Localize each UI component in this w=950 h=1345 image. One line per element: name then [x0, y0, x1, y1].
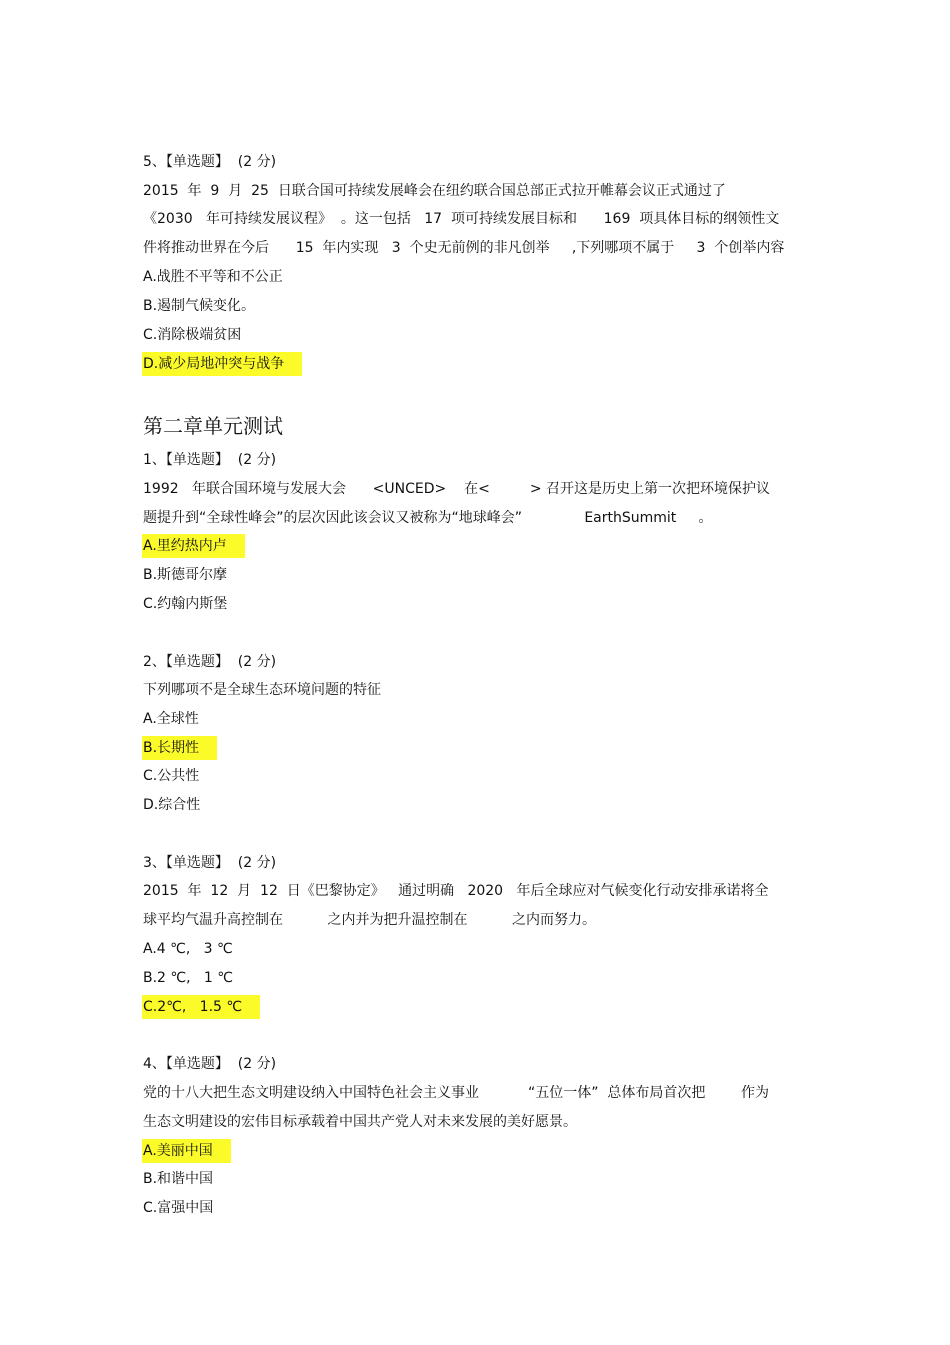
question-stem: 党的十八大把生态文明建设纳入中国特色社会主义事业 “五位一体” 总体布局首次把 作为	[143, 1085, 769, 1101]
option-c-answer	[143, 997, 260, 1017]
option-b: B.2 ℃, 1 ℃	[143, 970, 234, 986]
question-header: 3、【单选题】 (2 分)	[143, 855, 277, 871]
option-d: D.综合性	[143, 797, 201, 813]
option-d-answer	[143, 354, 302, 374]
option-c: C.富强中国	[143, 1200, 214, 1216]
chapter-title: 第二章单元测试	[143, 414, 283, 438]
question-stem: 题提升到“全球性峰会”的层次因此该会议又被称为“地球峰会” EarthSummit 。	[143, 510, 713, 526]
question-stem: 件将推动世界在今后 15 年内实现 3 个史无前例的非凡创举 ,下列哪项不属于 3 个创举内容	[143, 240, 785, 256]
option-a: A.全球性	[143, 711, 199, 727]
option-b: B.遏制气候变化。	[143, 298, 256, 314]
question-header: 2、【单选题】 (2 分)	[143, 654, 277, 670]
answer-highlight: C.2℃, 1.5 ℃	[142, 995, 260, 1019]
option-b-answer	[143, 738, 217, 758]
answer-highlight: A.美丽中国	[142, 1139, 231, 1163]
question-header: 4、【单选题】 (2 分)	[143, 1056, 277, 1072]
question-stem: 1992 年联合国环境与发展大会 <UNCED> 在< > 召开这是历史上第一次把环境保护议	[143, 481, 771, 497]
option-a-answer	[143, 1141, 231, 1161]
question-stem: 2015 年 9 月 25 日联合国可持续发展峰会在纽约联合国总部正式拉开帷幕会议正式通过了	[143, 183, 726, 199]
question-stem: 下列哪项不是全球生态环境问题的特征	[143, 682, 381, 698]
question-stem: 生态文明建设的宏伟目标承载着中国共产党人对未来发展的美好愿景。	[143, 1114, 577, 1130]
option-c: C.公共性	[143, 768, 200, 784]
option-a-answer	[143, 536, 245, 556]
option-b: B.斯德哥尔摩	[143, 567, 228, 583]
answer-highlight: D.减少局地冲突与战争	[142, 352, 302, 376]
question-stem: 球平均气温升高控制在 之内并为把升温控制在 之内而努力。	[143, 912, 597, 928]
option-b: B.和谐中国	[143, 1171, 214, 1187]
question-stem: 2015 年 12 月 12 日《巴黎协定》 通过明确 2020 年后全球应对气候变化行动安排承诺将全	[143, 883, 769, 899]
option-a: A.战胜不平等和不公正	[143, 269, 283, 285]
answer-highlight: B.长期性	[142, 736, 217, 760]
question-stem: 《2030 年可持续发展议程》 。这一包括 17 项可持续发展目标和 169 项具体目标的纲领性文	[143, 211, 780, 227]
answer-highlight: A.里约热内卢	[142, 534, 245, 558]
option-c: C.约翰内斯堡	[143, 596, 228, 612]
option-a: A.4 ℃, 3 ℃	[143, 941, 233, 957]
question-header: 5、【单选题】 (2 分)	[143, 154, 277, 170]
option-c: C.消除极端贫困	[143, 327, 242, 343]
question-header: 1、【单选题】 (2 分)	[143, 452, 277, 468]
